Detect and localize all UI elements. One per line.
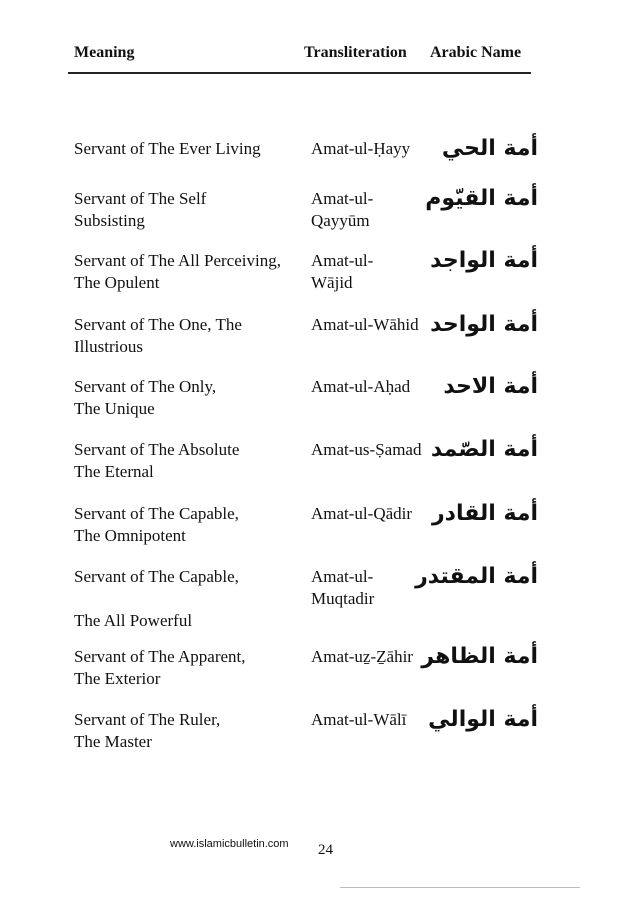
meaning-cell: Servant of The Only, The Unique [74, 377, 217, 418]
transliteration-cell: Amat-ul-Wāhid [311, 315, 419, 334]
header-transliteration: Transliteration [304, 44, 407, 61]
meaning-cell: Servant of The Capable, The Omnipotent [74, 504, 239, 545]
arabic-cell: أمة الواجد [430, 248, 538, 273]
transliteration-cell: Amat-ul- Wājid [311, 251, 374, 292]
page-number: 24 [318, 842, 333, 858]
header-rule [68, 72, 531, 74]
arabic-cell: أمة القادر [431, 501, 538, 526]
arabic-cell: أمة الواحد [430, 312, 538, 337]
transliteration-cell: Amat-ul-Qādir [311, 504, 413, 523]
header-arabic-name: Arabic Name [430, 44, 522, 61]
arabic-cell: أمة الظاهر [421, 644, 538, 669]
transliteration-cell: Amat-ul-Aḥad [311, 377, 411, 396]
arabic-cell: أمة الحي [441, 136, 538, 161]
arabic-cell: أمة المقتدر [415, 564, 538, 589]
transliteration-cell: Amat-ul-Ḥayy [311, 139, 411, 158]
meaning-cell: Servant of The Capable, The All Powerful [74, 567, 239, 630]
meaning-cell: Servant of The Absolute The Eternal [74, 440, 240, 481]
header-meaning: Meaning [74, 44, 135, 61]
arabic-cell: أمة الصّمد [430, 437, 538, 462]
meaning-cell: Servant of The Apparent, The Exterior [74, 647, 246, 688]
meaning-cell: Servant of The Self Subsisting [74, 189, 207, 230]
arabic-cell: أمة الوالي [428, 707, 538, 732]
arabic-cell: أمة القيّوم [425, 186, 538, 211]
transliteration-cell: Amat-ul- Muqtadir [311, 567, 375, 608]
transliteration-cell: Amat-ul- Qayyūm [311, 189, 374, 230]
meaning-cell: Servant of The Ever Living [74, 139, 261, 158]
transliteration-cell: Amat-us-Ṣamad [311, 440, 422, 459]
meaning-cell: Servant of The One, The Illustrious [74, 315, 242, 356]
transliteration-cell: Amat-ul-Wālī [311, 710, 407, 729]
footer-rule [340, 887, 580, 888]
transliteration-cell: Amat-uẕ-Ẕāhir [311, 647, 413, 666]
meaning-cell: Servant of The All Perceiving, The Opulent [74, 251, 281, 292]
arabic-cell: أمة الاحد [443, 374, 538, 399]
website-url: www.islamicbulletin.com [170, 838, 289, 850]
meaning-cell: Servant of The Ruler, The Master [74, 710, 221, 751]
